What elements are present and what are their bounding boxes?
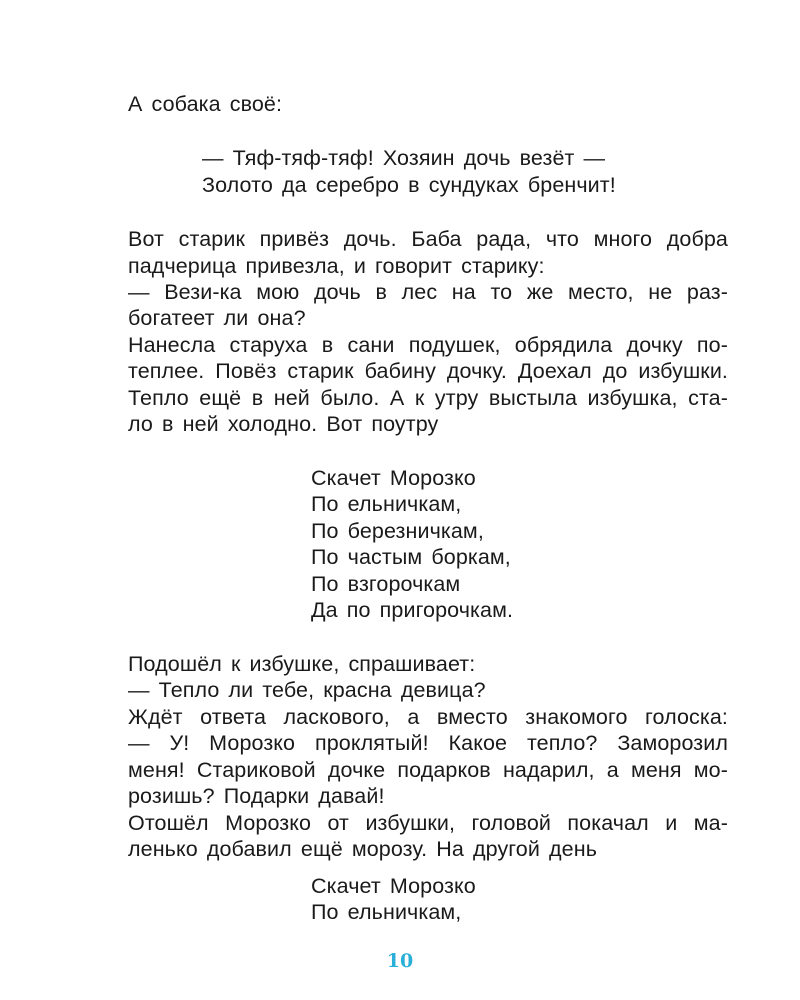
verse-line: По березничкам, bbox=[311, 519, 484, 543]
verse-line: По ельничкам, bbox=[311, 492, 462, 516]
dialog-line: меня! Стариковой дочке подарков надарил, а меня мо- bbox=[128, 758, 728, 782]
dialog-line: розишь? Подарки давай! bbox=[128, 784, 385, 808]
verse-line: Скачет Морозко bbox=[311, 466, 476, 490]
paragraph-line: Вот старик привёз дочь. Баба рада, что много добра bbox=[128, 227, 728, 251]
song-line: Золото да серебро в сундуках бренчит! bbox=[202, 173, 616, 197]
paragraph-line: ленько добавил ещё морозу. На другой день bbox=[128, 837, 597, 861]
verse-line: Да по пригорочкам. bbox=[311, 598, 514, 622]
verse-line: Скачет Морозко bbox=[311, 874, 476, 898]
dialog-line: — Тепло ли тебе, красна девица? bbox=[128, 678, 486, 702]
paragraph-line: теплее. Повёз старик бабину дочку. Доехал до избушки. bbox=[128, 359, 728, 383]
paragraph-line: Отошёл Морозко от избушки, головой покачал и ма- bbox=[128, 811, 728, 835]
verse-line: По частым боркам, bbox=[311, 545, 511, 569]
dialog-line: — У! Морозко проклятый! Какое тепло? Заморозил bbox=[128, 731, 728, 755]
dialog-line: — Вези-ка мою дочь в лес на то же место, не раз- bbox=[128, 280, 728, 304]
song-line: — Тяф-тяф-тяф! Хозяин дочь везёт — bbox=[202, 146, 606, 170]
paragraph-line: Подошёл к избушке, спрашивает: bbox=[128, 652, 476, 676]
paragraph-line: падчерица привезла, и говорит старику: bbox=[128, 254, 545, 278]
dialog-line: богатеет ли она? bbox=[128, 306, 306, 330]
paragraph-line: ло в ней холодно. Вот поутру bbox=[128, 412, 439, 436]
intro-line: А собака своё: bbox=[128, 92, 283, 116]
verse-line: По взгорочкам bbox=[311, 572, 461, 596]
paragraph-line: Тепло ещё в ней было. А к утру выстыла избушка, ста- bbox=[128, 386, 728, 410]
paragraph-line: Нанесла старуха в сани подушек, обрядила дочку по- bbox=[128, 333, 728, 357]
paragraph-line: Ждёт ответа ласкового, а вместо знакомого голоска: bbox=[128, 705, 728, 729]
page-number: 10 bbox=[386, 950, 414, 972]
verse-line: По ельничкам, bbox=[311, 900, 462, 924]
